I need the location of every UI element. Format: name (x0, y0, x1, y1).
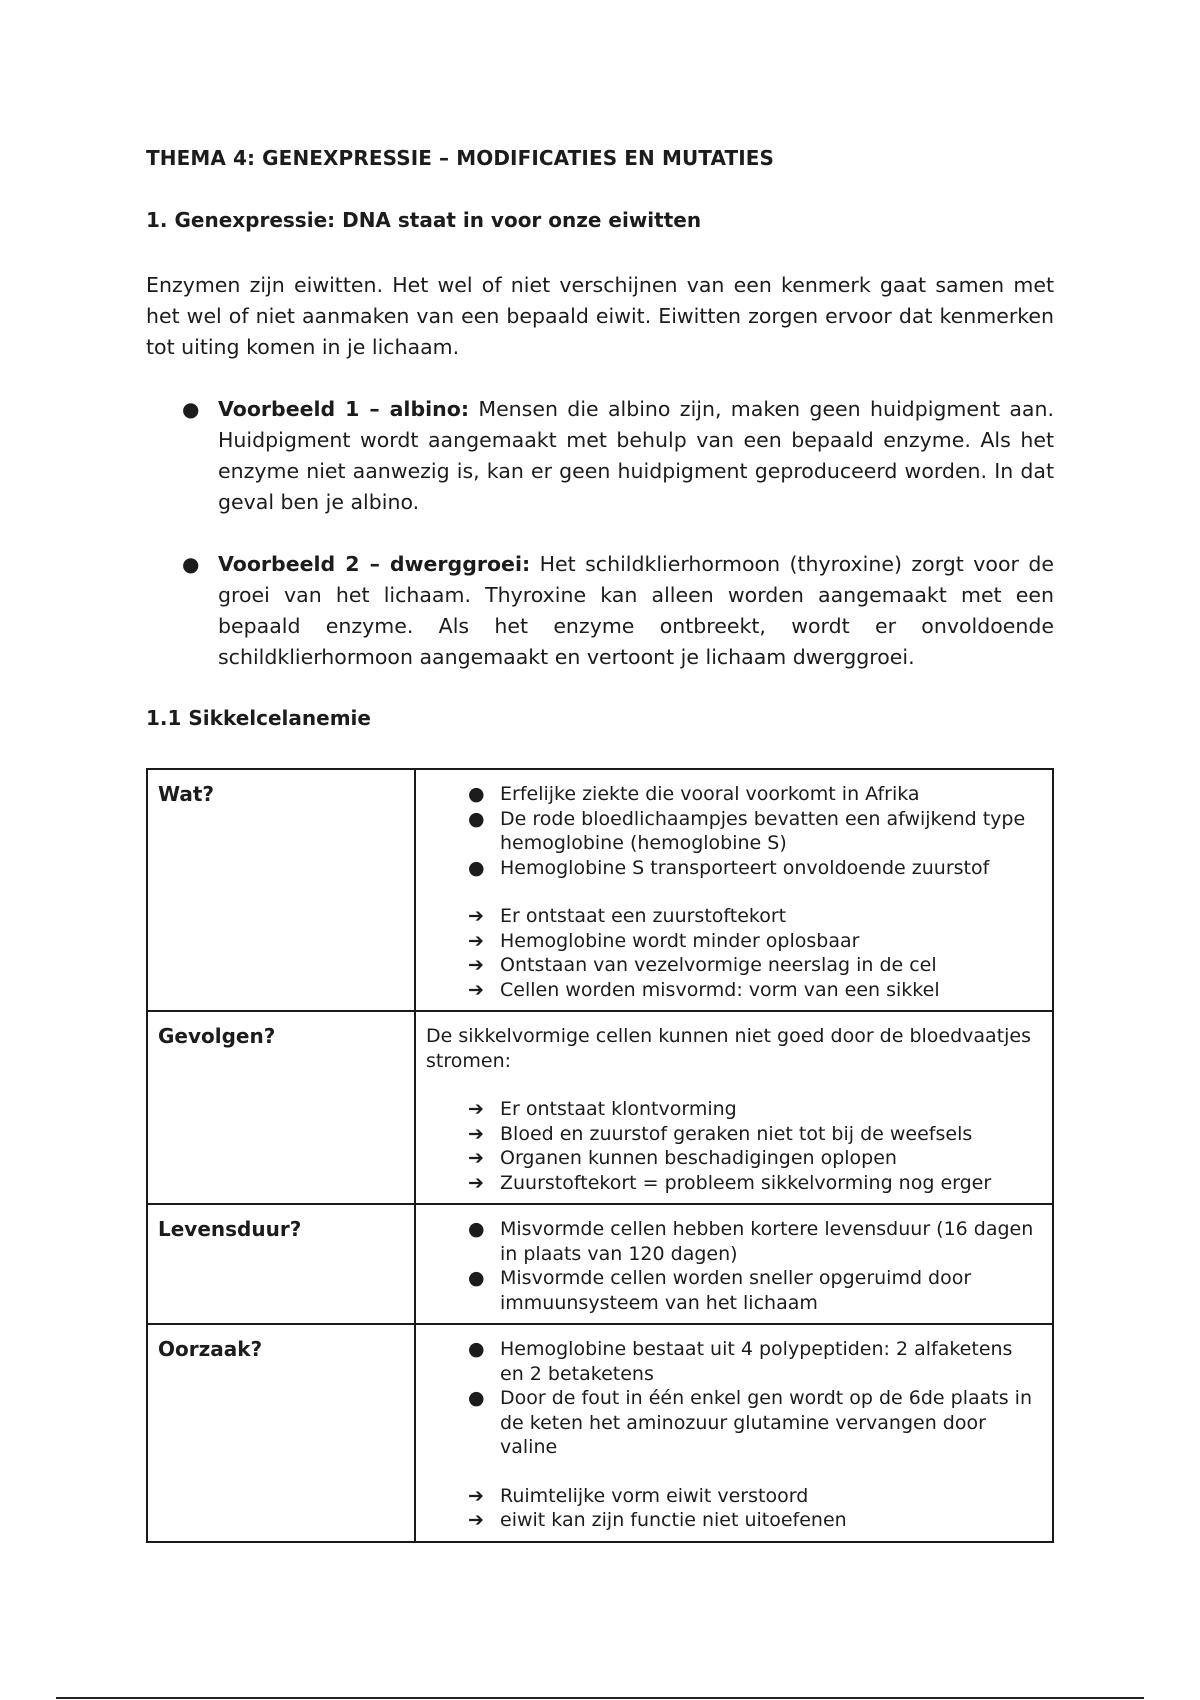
list-item: ➔ eiwit kan zijn functie niet uitoefenen (468, 1509, 847, 1531)
list-item: ● Misvormde cellen worden sneller opgeruimd door immuunsysteem van het lichaam (468, 1267, 972, 1314)
arrow-list (426, 1097, 1042, 1195)
footer-divider (56, 1697, 1144, 1699)
list-item: ➔ Hemoglobine wordt minder oplosbaar (468, 929, 860, 952)
row-content (415, 1011, 1053, 1204)
list-item: ● Hemoglobine bestaat uit 4 polypeptiden: 2 alfaketens en 2 betaketens (468, 1338, 1013, 1385)
example-dwerggroei (146, 549, 1054, 673)
row-label: Gevolgen? (147, 1011, 415, 1204)
example-label: Voorbeeld 2 – dwerggroei: (218, 552, 531, 576)
arrow-right-icon: ➔ (468, 1171, 484, 1194)
row-content (415, 1204, 1053, 1324)
bullet-icon: ● (468, 1338, 485, 1360)
sikkelcel-table (146, 768, 1054, 1543)
intro-paragraph: Enzymen zijn eiwitten. Het wel of niet verschijnen van een kenmerk gaat samen met het wel of niet aanmaken van een bepaald eiwit. Eiwitten zorgen ervoor dat kenmerken tot uiting komen in je lichaam. (146, 273, 1054, 359)
bullet-icon: ● (468, 1387, 485, 1409)
arrow-right-icon: ➔ (468, 1484, 484, 1507)
arrow-right-icon: ➔ (468, 1147, 484, 1169)
example-text: Mensen die albino zijn, maken geen huidpigment aan. Huidpigment wordt aangemaakt met behulp van een bepaald enzyme. Als het enzyme niet aanwezig is, kan er geen huidpigment geproduceerd worden. In dat geval ben je albino. (218, 397, 1054, 514)
bullet-icon: ● (468, 1267, 485, 1289)
list-item: ➔ Cellen worden misvormd: vorm van een sikkel (468, 978, 940, 1001)
section-heading-sikkelcelanemie: 1.1 Sikkelcelanemie (146, 706, 371, 730)
table-row-levensduur (147, 1204, 1053, 1324)
list-item: ➔ Organen kunnen beschadigingen oplopen (468, 1147, 897, 1169)
bullet-icon: ● (182, 552, 200, 576)
bullet-list (426, 782, 1042, 880)
list-item: ➔ Ontstaan van vezelvormige neerslag in de cel (468, 954, 937, 976)
list-item: ● Misvormde cellen hebben kortere levensduur (16 dagen in plaats van 120 dagen) (468, 1218, 1034, 1265)
list-item: ➔ Er ontstaat klontvorming (468, 1098, 737, 1120)
arrow-list (426, 904, 1042, 1002)
section-heading-genexpressie: 1. Genexpressie: DNA staat in voor onze eiwitten (146, 208, 702, 232)
row-label: Levensduur? (147, 1204, 415, 1324)
row-label: Wat? (147, 769, 415, 1011)
list-item: ● Erfelijke ziekte die vooral voorkomt in Afrika (468, 783, 920, 805)
list-item: ➔ Er ontstaat een zuurstoftekort (468, 905, 787, 927)
bullet-icon: ● (468, 783, 485, 805)
list-item: ● Door de fout in één enkel gen wordt op de 6de plaats in de keten het aminozuur glutamine vervangen door valine (468, 1387, 1032, 1458)
arrow-right-icon: ➔ (468, 1509, 484, 1531)
example-albino (146, 394, 1054, 518)
example-label: Voorbeeld 1 – albino: (218, 397, 470, 421)
page-title: THEMA 4: GENEXPRESSIE – MODIFICATIES EN MUTATIES (146, 146, 775, 170)
bullet-list (426, 1217, 1042, 1315)
row-content (415, 1324, 1053, 1542)
bullet-icon: ● (182, 397, 200, 421)
arrow-right-icon: ➔ (468, 1098, 484, 1120)
bullet-icon: ● (468, 856, 485, 879)
list-item: ➔ Zuurstoftekort = probleem sikkelvorming nog erger (468, 1171, 992, 1194)
list-item: ● De rode bloedlichaampjes bevatten een afwijkend type hemoglobine (hemoglobine S) (468, 807, 1026, 854)
example-list (146, 394, 1054, 704)
row-label: Oorzaak? (147, 1324, 415, 1542)
arrow-right-icon: ➔ (468, 929, 484, 952)
table-row-oorzaak (147, 1324, 1053, 1542)
list-item: ● Hemoglobine S transporteert onvoldoende zuurstof (468, 856, 990, 879)
table-row-gevolgen (147, 1011, 1053, 1204)
bullet-list (426, 1337, 1042, 1460)
example-text: Het schildklierhormoon (thyroxine) zorgt voor de groei van het lichaam. Thyroxine kan alleen worden aangemaakt met een bepaald enzyme. Als het enzyme ontbreekt, wordt er onvoldoende schildklierhormoon aangemaakt en vertoont je lichaam dwerggroei. (218, 552, 1054, 669)
list-item: ➔ Bloed en zuurstof geraken niet tot bij de weefsels (468, 1122, 973, 1145)
arrow-right-icon: ➔ (468, 905, 484, 927)
table-row-wat (147, 769, 1053, 1011)
arrow-right-icon: ➔ (468, 1122, 484, 1145)
arrow-list (426, 1484, 1042, 1533)
row-content (415, 769, 1053, 1011)
list-item: ➔ Ruimtelijke vorm eiwit verstoord (468, 1484, 809, 1507)
arrow-right-icon: ➔ (468, 978, 484, 1001)
arrow-right-icon: ➔ (468, 954, 484, 976)
row-intro-text: De sikkelvormige cellen kunnen niet goed door de bloedvaatjes stromen: (426, 1025, 1032, 1072)
bullet-icon: ● (468, 807, 485, 830)
bullet-icon: ● (468, 1218, 485, 1240)
